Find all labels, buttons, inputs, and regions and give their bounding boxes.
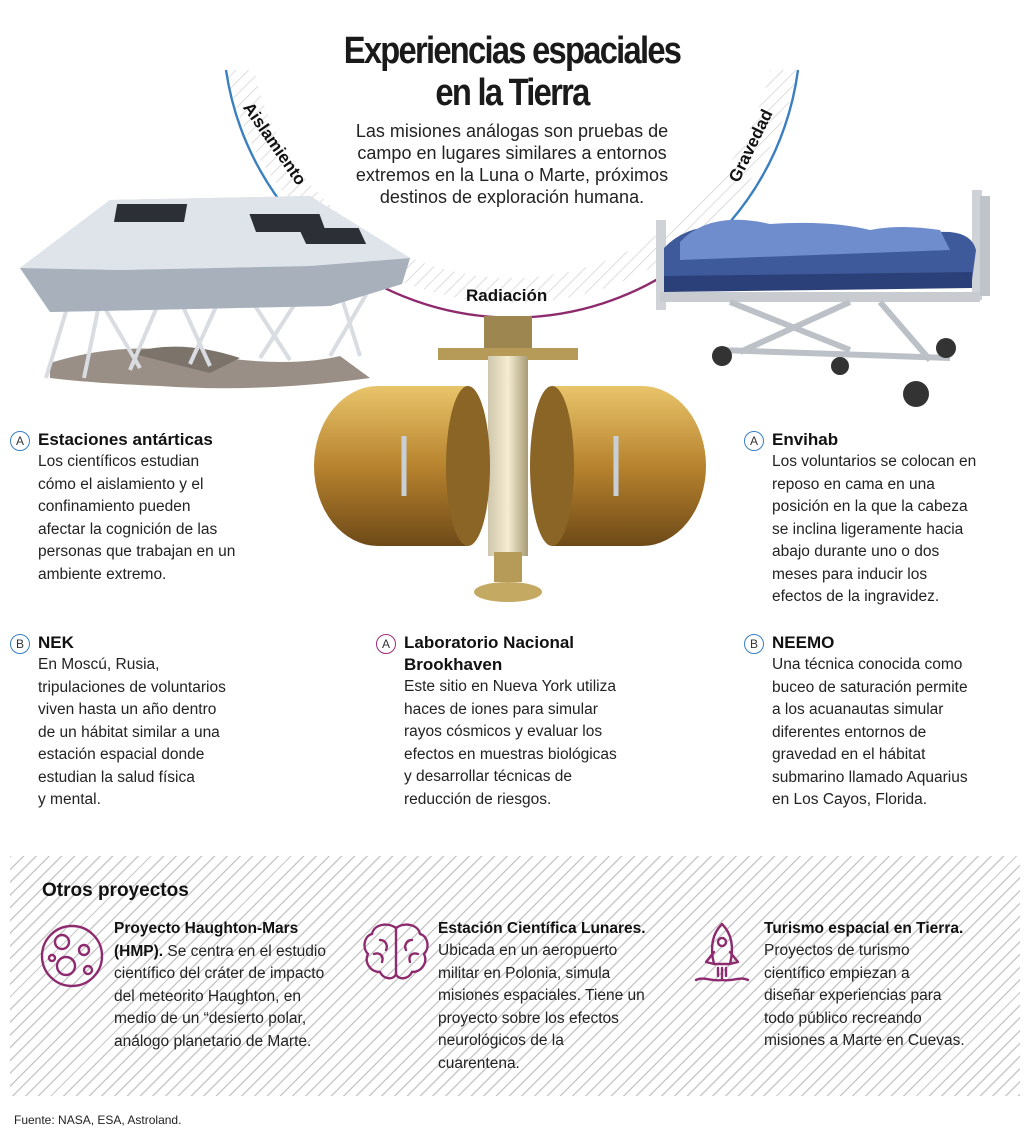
badge-a: A [744,431,764,451]
info-title: Estaciones antárticas [38,430,213,449]
info-description: Los científicos estudian cómo el aislamiento y el confinamiento pueden afectar la cognición de las personas que trabajan en un ambiente extremo. [38,453,236,583]
moon-crater-icon [36,920,108,992]
otros-proyectos-title: Otros proyectos [42,880,189,901]
brain-icon [360,920,432,984]
info-neemo [744,632,1020,812]
intro-text: Las misiones análogas son pruebas de campo en lugares similares a entornos extremos en la Luna o Marte, próximos destinos de exploración humana. [355,121,669,207]
proyecto-haughton-mars [114,918,334,1053]
badge-a: A [376,634,396,654]
rocket-icon [690,920,754,992]
info-envihab [744,429,1020,609]
info-title: NEEMO [772,633,835,652]
proyecto-title: Proyecto Haughton-Mars (HMP). [114,920,299,960]
ion-beam-device-image [308,316,712,612]
info-title: Envihab [772,430,839,449]
source-note: Fuente: NASA, ESA, Astroland. [14,1113,182,1127]
info-description: Una técnica conocida como buceo de saturación permite a los acuanautas simular diferentes entornos de gravedad en el hábitat submarino llamado Aquarius en Los Cayos, Florida. [772,656,968,808]
page-title: Experiencias espaciales en la Tierra [343,30,681,114]
proyecto-title: Turismo espacial en Tierra. [764,920,964,937]
arc-hatched-band-top [226,66,254,70]
proyecto-text: Proyectos de turismo científico empiezan a diseñar experiencias para todo público recreando misiones a Marte en Cuevas. [764,942,965,1049]
proyecto-text: Ubicada en un aeropuerto militar en Polonia, simula misiones espaciales. Tiene un proyecto sobre los efectos neurológicos de la cuarentena. [438,942,645,1072]
badge-b: B [744,634,764,654]
info-brookhaven [376,632,676,811]
proyecto-title: Estación Científica Lunares. [438,920,646,937]
info-estaciones-antarticas [10,429,310,586]
info-description: Este sitio en Nueva York utiliza haces de iones para simular rayos cósmicos y evaluar los efectos en muestras biológicas y desarrollar técnicas de reducción de riesgos. [404,678,617,808]
arc-label-aislamiento: Aislamiento [239,98,311,189]
arc-label-gravedad: Gravedad [725,106,777,186]
proyecto-text: Se centra en el estudio científico del cráter de impacto del meteorito Haughton, en medio de un “desierto polar, análogo planetario de Marte. [114,942,326,1050]
estacion-cientifica-lunares [438,918,668,1075]
turismo-espacial [764,918,994,1053]
info-description: En Moscú, Rusia, tripulaciones de voluntarios viven hasta un año dentro de un hábitat similar a una estación espacial donde estudian la salud física y mental. [38,656,226,808]
arc-label-radiacion: Radiación [466,286,548,305]
badge-a: A [10,431,30,451]
badge-b: B [10,634,30,654]
info-title: Laboratorio Nacional Brookhaven [404,633,575,674]
info-description: Los voluntarios se colocan en reposo en cama en una posición en la que la cabeza se inclina ligeramente hacia abajo durante uno o dos meses para inducir los efectos de la ingravidez. [772,453,977,605]
info-nek [10,632,310,812]
info-title: NEK [38,633,74,652]
